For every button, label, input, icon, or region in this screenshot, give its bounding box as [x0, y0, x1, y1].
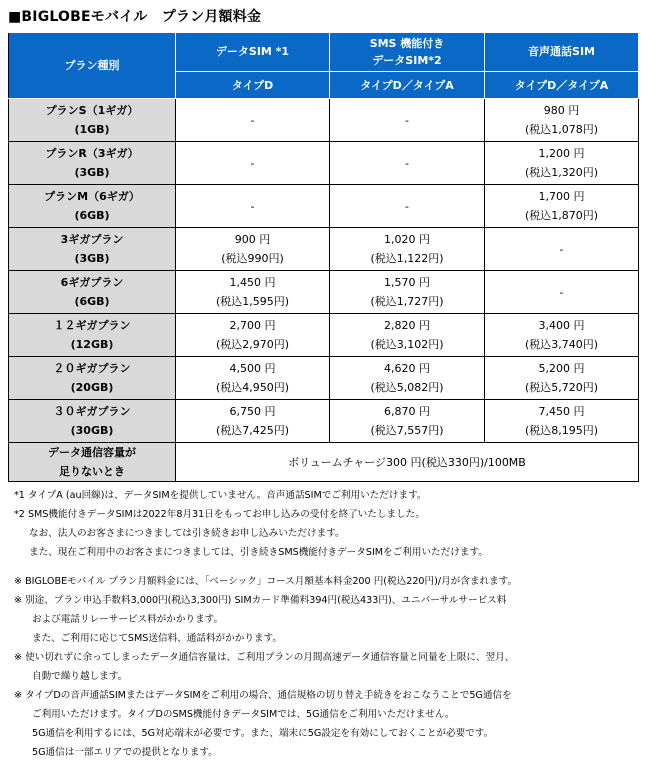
price: - — [405, 199, 409, 213]
price-cell — [330, 271, 485, 314]
price-cell — [485, 271, 639, 314]
price-cell — [330, 185, 485, 228]
price: - — [559, 242, 564, 256]
price-cell — [485, 142, 639, 185]
column-type-voice-sim: タイプD／タイプA — [485, 72, 639, 99]
price: 1,570 円 — [384, 276, 430, 289]
price: 7,450 円 — [538, 405, 585, 418]
note-line: *1 タイプA (au回線)は、データSIMを提供していません。音声通話SIMでご利用いただけます。 — [14, 490, 427, 501]
price-with-tax: (税込1,595円) — [215, 295, 290, 308]
price-with-tax: (税込1,320円) — [524, 166, 599, 179]
price: - — [250, 199, 255, 213]
plan-capacity: (6GB) — [74, 295, 110, 308]
price: 980 円 — [543, 104, 580, 117]
plan-name-cell — [9, 400, 176, 443]
price-cell — [176, 400, 330, 443]
plan-name-cell — [9, 142, 176, 185]
price: 1,020 円 — [384, 233, 430, 246]
plan-capacity: (20GB) — [70, 381, 114, 394]
price-with-tax: (税込3,102円) — [370, 338, 444, 351]
note-line: 自動で繰り越します。 — [32, 671, 128, 682]
plan-type-header: プラン種別 — [9, 33, 176, 99]
price-with-tax: (税込5,720円) — [524, 381, 599, 394]
plan-capacity: (1GB) — [74, 123, 110, 136]
price-with-tax: (税込7,557円) — [370, 424, 444, 437]
volume-charge-label-line1: データ通信容量が — [48, 446, 136, 459]
price: 6,750 円 — [229, 405, 276, 418]
price: 1,700 円 — [538, 190, 585, 203]
price-with-tax: (税込8,195円) — [524, 424, 599, 437]
plan-capacity: (12GB) — [70, 338, 114, 351]
plan-capacity: (30GB) — [70, 424, 114, 437]
price-cell — [176, 142, 330, 185]
column-header-sms-data-sim — [330, 33, 485, 72]
note-line: ※ 別途、プラン申込手数料3,000円(税込3,300円) SIMカード準備料394円(税込433円)、ユニバーサルサービス料 — [14, 595, 507, 606]
price: - — [405, 113, 409, 127]
plan-name: プランS（1ギガ） — [45, 104, 139, 117]
plan-name-cell — [9, 271, 176, 314]
pricing-table — [8, 32, 639, 482]
table-row — [9, 400, 639, 443]
price: 1,200 円 — [538, 147, 585, 160]
column-header-data-sim: データSIM *1 — [176, 33, 330, 72]
plan-name-cell — [9, 357, 176, 400]
price-cell — [485, 357, 639, 400]
plan-capacity: (3GB) — [74, 252, 110, 265]
table-row — [9, 357, 639, 400]
price: - — [250, 113, 255, 127]
plan-name: プランR（3ギガ） — [45, 147, 139, 160]
plan-name-cell — [9, 314, 176, 357]
table-row — [9, 185, 639, 228]
price-with-tax: (税込5,082円) — [370, 381, 444, 394]
note-line: なお、法人のお客さまにつきましては引き続きお申し込みいただけます。 — [29, 528, 345, 539]
price: - — [559, 285, 564, 299]
plan-capacity: (6GB) — [74, 209, 110, 222]
price-cell — [330, 357, 485, 400]
price-cell — [485, 185, 639, 228]
price: 3,400 円 — [538, 319, 585, 332]
note-line: また、ご利用に応じてSMS送信料、通話料がかかります。 — [32, 633, 282, 644]
price-cell — [485, 400, 639, 443]
notes-section — [14, 486, 644, 762]
price: 6,870 円 — [384, 405, 430, 418]
price: 1,450 円 — [229, 276, 276, 289]
price-cell — [176, 314, 330, 357]
price-with-tax: (税込7,425円) — [215, 424, 290, 437]
price: 5,200 円 — [538, 362, 585, 375]
column-type-sms-data-sim: タイプD／タイプA — [330, 72, 485, 99]
price-cell — [330, 99, 485, 142]
table-row — [9, 228, 639, 271]
note-line: ※ 使い切れずに余ってしまったデータ通信容量は、ご利用プランの月間高速データ通信容量と同量を上限に、翌月、 — [14, 652, 515, 663]
note-line: および電話リレーサービス料がかかります。 — [32, 614, 224, 625]
price-cell — [485, 314, 639, 357]
page-title: ■BIGLOBEモバイル プラン月額料金 — [8, 9, 262, 25]
price-with-tax: (税込3,740円) — [524, 338, 599, 351]
price-with-tax: (税込1,870円) — [524, 209, 599, 222]
notes-spacer — [14, 562, 644, 572]
column-header-voice-sim: 音声通話SIM — [485, 33, 639, 72]
volume-charge-label — [9, 443, 176, 482]
note-line: ご利用いただけます。タイプDのSMS機能付きデータSIMでは、5G通信をご利用いただけません。 — [32, 709, 455, 720]
price-cell — [330, 142, 485, 185]
plan-name: １２ギガプラン — [53, 319, 131, 332]
price-cell — [330, 228, 485, 271]
note-line: ※ タイプDの音声通話SIMまたはデータSIMをご利用の場合、通信規格の切り替え手続きをおこなうことで5G通信を — [14, 690, 512, 701]
plan-name: 6ギガプラン — [60, 276, 124, 289]
price: - — [250, 156, 255, 170]
column-header-sms-line1: SMS 機能付き — [369, 37, 445, 50]
price-with-tax: (税込1,078円) — [524, 123, 599, 136]
note-line: *2 SMS機能付きデータSIMは2022年8月31日をもってお申し込みの受付を終了いたしました。 — [14, 509, 425, 520]
plan-name-cell — [9, 185, 176, 228]
note-line: また、現在ご利用中のお客さまにつきましては、引き続きSMS機能付きデータSIMをご利用いただけます。 — [29, 547, 488, 558]
table-row — [9, 271, 639, 314]
plan-name: 3ギガプラン — [60, 233, 124, 246]
price-with-tax: (税込990円) — [221, 252, 284, 265]
price-cell — [176, 271, 330, 314]
volume-charge-label-line2: 足りないとき — [59, 465, 125, 478]
note-line: 5G通信は一部エリアでの提供となります。 — [32, 747, 218, 758]
price-with-tax: (税込4,950円) — [215, 381, 290, 394]
price: 2,820 円 — [384, 319, 430, 332]
price-with-tax: (税込1,727円) — [370, 295, 444, 308]
price-cell — [330, 314, 485, 357]
price-cell — [176, 357, 330, 400]
price-cell — [176, 228, 330, 271]
plan-name-cell — [9, 99, 176, 142]
column-type-data-sim: タイプD — [176, 72, 330, 99]
price: - — [405, 156, 409, 170]
price-cell — [485, 228, 639, 271]
price-cell — [330, 400, 485, 443]
table-row — [9, 142, 639, 185]
price-cell — [176, 185, 330, 228]
column-header-sms-line2: データSIM*2 — [372, 54, 442, 67]
price-cell — [485, 99, 639, 142]
price: 2,700 円 — [229, 319, 276, 332]
price: 900 円 — [234, 233, 271, 246]
plan-capacity: (3GB) — [74, 166, 110, 179]
price-with-tax: (税込1,122円) — [370, 252, 444, 265]
price: 4,500 円 — [229, 362, 276, 375]
plan-name: プランM（6ギガ） — [44, 190, 140, 203]
table-row — [9, 99, 639, 142]
plan-name: ２０ギガプラン — [53, 362, 131, 375]
price: 4,620 円 — [384, 362, 430, 375]
price-cell — [176, 99, 330, 142]
note-line: ※ BIGLOBEモバイル プラン月額料金には、「ベーシック」コース月額基本料金200 円(税込220円)/月が含まれます。 — [14, 576, 518, 587]
price-with-tax: (税込2,970円) — [215, 338, 290, 351]
volume-charge-value: ボリュームチャージ300 円(税込330円)/100MB — [176, 443, 639, 482]
table-row — [9, 314, 639, 357]
plan-name: ３０ギガプラン — [53, 405, 131, 418]
volume-charge-row — [9, 443, 639, 482]
note-line: 5G通信を利用するには、5G対応端末が必要です。また、端末に5G設定を有効にしておくことが必要です。 — [32, 728, 494, 739]
plan-name-cell — [9, 228, 176, 271]
